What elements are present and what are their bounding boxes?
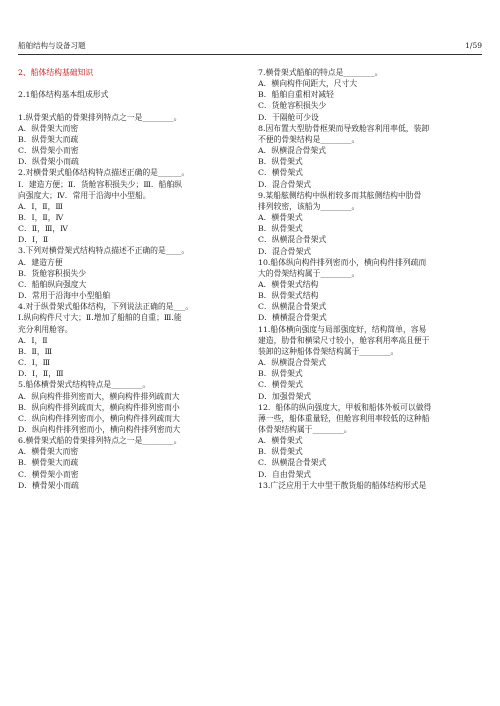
answer-option: D．混合骨架式 [258, 179, 312, 189]
question-text: 薄一些，船体重量轻，但舱容利用率较低的这种船 [258, 413, 430, 423]
answer-option: A．纵骨架大而密 [18, 123, 79, 133]
answer-option: C．船舶纵向强度大 [18, 279, 87, 289]
question-text: 不便的骨架结构是________。 [258, 134, 360, 144]
answer-option: D．Ⅰ，Ⅱ，Ⅲ [18, 369, 64, 379]
answer-option: B．纵骨架式 [258, 224, 303, 234]
left-column [18, 67, 244, 491]
answer-option: B．纵骨架大而疏 [18, 134, 79, 144]
answer-option: B．纵骨架式 [258, 157, 303, 167]
answer-option: A．横骨架式结构 [258, 279, 319, 289]
question-text: 4.对于纵骨架式船体结构，下列说法正确的是___。 [18, 302, 194, 312]
answer-option: D．纵向构件排列密而小，横向构件排列密而大 [18, 424, 181, 434]
answer-option: A．Ⅰ，Ⅱ，Ⅲ [18, 201, 63, 211]
answer-option: C．Ⅰ，Ⅲ [18, 358, 51, 368]
question-text: 6.横骨架式船的骨架排列特点之一是________。 [18, 436, 182, 446]
subsection-heading: 2.1船体结构基本组成形式 [18, 90, 109, 100]
answer-option: A．横向构件间距大，尺寸大 [258, 79, 358, 89]
answer-option: C．纵横混合骨架式 [258, 302, 327, 312]
answer-option: A．纵向构件排列密而大，横向构件排列疏而大 [18, 391, 180, 401]
answer-option: D．自由骨架式 [258, 469, 312, 479]
answer-option: D．加强骨架式 [258, 391, 312, 401]
question-text: 8.因布置大型肋骨框架而导致舱容利用率低，装卸 [258, 123, 430, 133]
answer-option: C．纵骨架小而密 [18, 146, 79, 156]
answer-option: D．常用于沿海中小型船舶 [18, 291, 111, 301]
answer-option: B．货舱容积损失少 [18, 268, 87, 278]
page-number: 1/59 [465, 41, 482, 50]
answer-option: C．横骨架式 [258, 168, 303, 178]
answer-option: B．纵向构件排列疏而大，横向构件排列密而小 [18, 402, 180, 412]
question-text: 11.船体横向强度与局部强度好，结构简单，容易 [258, 324, 427, 334]
answer-option: D．横横混合骨架式 [258, 313, 327, 323]
question-text: Ⅰ．建造方便；Ⅱ．货舱容积损失少；Ⅲ．船舶纵 [18, 179, 183, 189]
answer-option: A．纵横混合骨架式 [258, 146, 327, 156]
question-text: Ⅰ.纵向构件尺寸大；Ⅱ.增加了船舶的自重；Ⅲ.能 [18, 313, 182, 323]
answer-option: D．Ⅰ，Ⅱ [18, 235, 49, 245]
answer-option: A．横骨架式 [258, 213, 303, 223]
answer-option: C．横骨架式 [258, 380, 303, 390]
question-text: 3.下列对横骨架式结构特点描述不正确的是____。 [18, 246, 190, 256]
question-text: 建造，肋骨和横梁尺寸较小，舱容利用率高且便于 [258, 335, 430, 345]
question-text: 排列较密，该船为________。 [258, 201, 360, 211]
section-heading: 2、船体结构基础知识 [18, 68, 94, 77]
question-text: 1.纵骨架式船的骨架排列特点之一是________。 [18, 112, 182, 122]
answer-option: D．混合骨架式 [258, 246, 312, 256]
answer-option: D．干隔舱可少设 [258, 112, 319, 122]
page-header [18, 40, 482, 55]
document-title: 船舶结构与设备习题 [18, 41, 86, 50]
question-text: 装卸的这种船体骨架结构属于________。 [258, 346, 399, 356]
question-text: 13.广泛应用于大中型干散货船的船体结构形式是 [258, 480, 427, 490]
question-text: 5.船体横骨架式结构特点是________。 [18, 380, 151, 390]
answer-option: C．纵向构件排列密而小，横向构件排列疏而大 [18, 413, 180, 423]
answer-option: B．船舶自重相对减轻 [258, 90, 334, 100]
right-column [258, 67, 484, 491]
question-text: 体骨架结构属于________。 [258, 425, 352, 434]
answer-option: B．纵骨架式 [258, 369, 303, 379]
question-text: 大的骨架结构属于________。 [258, 268, 360, 278]
answer-option: A．建造方便 [18, 257, 63, 267]
answer-option: B．纵骨架式结构 [258, 291, 319, 301]
answer-option: A．横骨架大而密 [18, 447, 79, 457]
answer-option: C．纵横混合骨架式 [258, 235, 327, 245]
answer-option: A．Ⅰ，Ⅱ [18, 335, 48, 345]
question-text: 7.横骨架式船舶的特点是________。 [258, 68, 383, 77]
answer-option: B．Ⅱ，Ⅲ [18, 346, 53, 356]
answer-option: A．横骨架式 [258, 436, 303, 446]
question-text: 充分利用舱容。 [18, 324, 73, 334]
blank-line [18, 78, 244, 89]
answer-option: C．横骨架小而密 [18, 469, 79, 479]
blank-line [18, 100, 244, 111]
question-text: 12. 船体的纵向强度大，甲板和船体外板可以做得 [258, 402, 432, 412]
question-text: 向强度大；Ⅳ．常用于沿海中小型船。 [18, 190, 151, 200]
question-text: 10.船体纵向构件排列密而小，横向构件排列疏而 [258, 257, 427, 267]
answer-option: D．纵骨架小而疏 [18, 157, 79, 167]
answer-option: C．货舱容积损失少 [258, 101, 327, 111]
answer-option: A．纵横混合骨架式 [258, 358, 327, 368]
answer-option: B．Ⅰ，Ⅱ，Ⅳ [18, 213, 64, 222]
answer-option: B．纵骨架式 [258, 447, 303, 457]
question-text: 2.对横骨架式船体结构特点描述正确的是______。 [18, 168, 190, 178]
answer-option: C．Ⅱ，Ⅲ，Ⅳ [18, 224, 68, 234]
answer-option: D．横骨架小而疏 [18, 480, 79, 490]
answer-option: B．横骨架大而疏 [18, 458, 79, 468]
answer-option: C．纵横混合骨架式 [258, 458, 327, 468]
question-text: 9.某船舷侧结构中纵桁较多而其舷侧结构中肋骨 [258, 190, 422, 200]
